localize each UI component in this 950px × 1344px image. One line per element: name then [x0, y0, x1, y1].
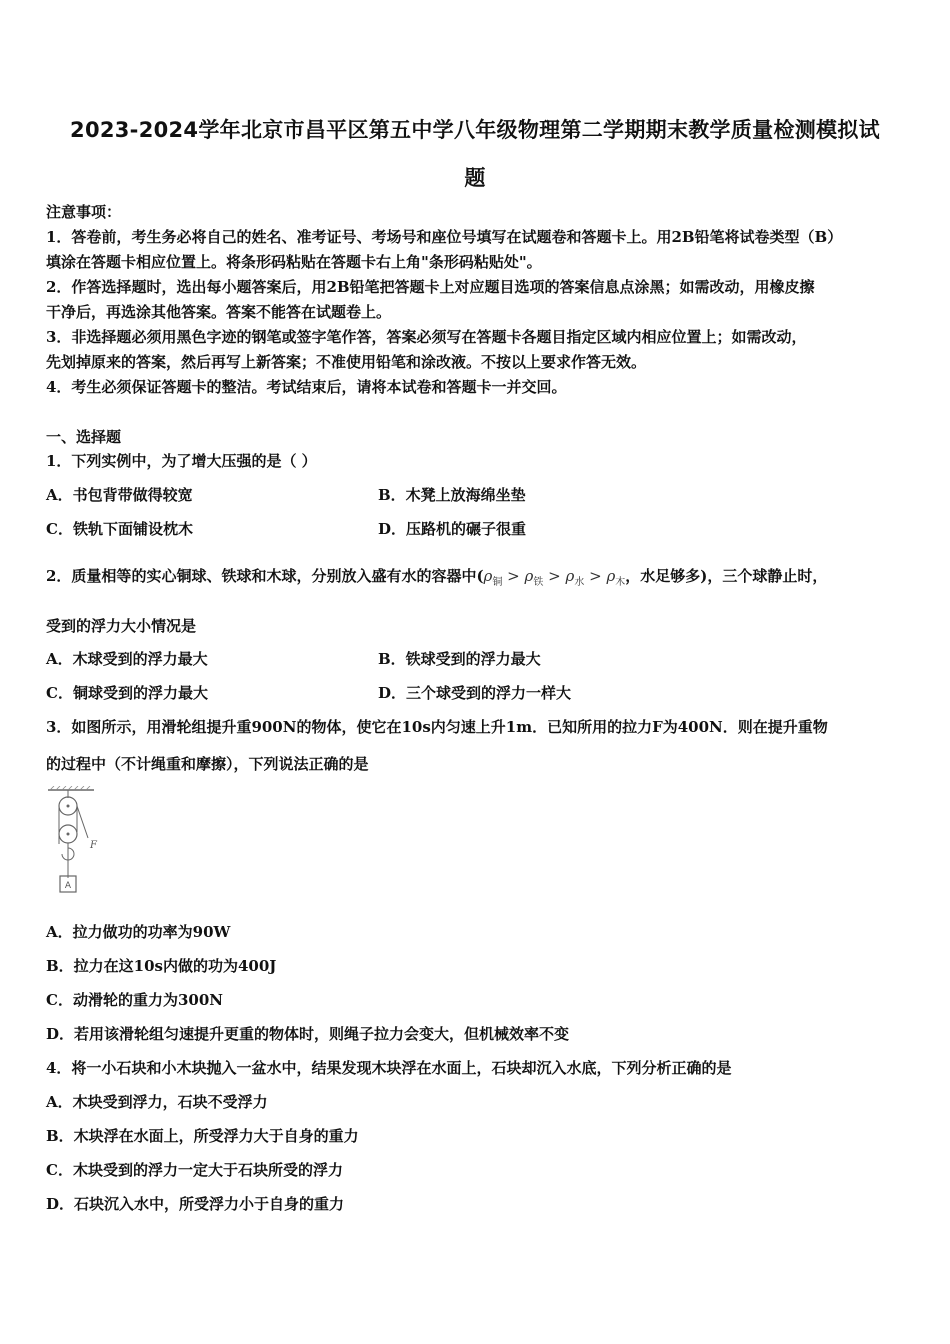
q1-option-c: C．铁轨下面铺设枕木: [46, 520, 193, 538]
pulley-system-figure: [46, 786, 106, 896]
subscript-water: 水: [574, 577, 585, 588]
q4-option-c: C．木块受到的浮力一定大于石块所受的浮力: [46, 1161, 343, 1179]
q3-option-a: A．拉力做功的功率为90W: [46, 923, 231, 941]
q2-option-c: C．铜球受到的浮力最大: [46, 684, 208, 702]
subscript-wood: 木: [615, 577, 626, 588]
notice-line: 干净后，再选涂其他答案。答案不能答在试题卷上。: [46, 303, 392, 321]
q2-stem-pre: 2．质量相等的实心铜球、铁球和木球，分别放入盛有水的容器中(: [46, 567, 484, 585]
rho-symbol: ρ: [524, 567, 534, 585]
question-2-stem: [46, 566, 906, 593]
notice-line: 2．作答选择题时，选出每小题答案后，用2B铅笔把答题卡上对应题目选项的答案信息点涂黑；如需改动，用橡皮擦: [46, 278, 815, 296]
section-heading: 一、选择题: [46, 428, 122, 446]
q2-option-b: B．铁球受到的浮力最大: [378, 650, 541, 668]
greater-than: >: [548, 567, 561, 585]
notice-line: 4．考生必须保证答题卡的整洁。考试结束后，请将本试卷和答题卡一并交回。: [46, 378, 567, 396]
notice-line: 3．非选择题必须用黑色字迹的钢笔或签字笔作答，答案必须写在答题卡各题目指定区域内相应位置上；如需改动，: [46, 328, 807, 346]
rho-symbol: ρ: [606, 567, 616, 585]
rho-symbol: ρ: [483, 567, 493, 585]
q1-option-d: D．压路机的碾子很重: [378, 520, 527, 538]
q3-option-b: B．拉力在这10s内做的功为400J: [46, 957, 277, 975]
density-inequality: [483, 567, 626, 588]
q4-option-d: D．石块沉入水中，所受浮力小于自身的重力: [46, 1195, 345, 1213]
block-label: A: [64, 881, 72, 891]
q3-option-c: C．动滑轮的重力为300N: [46, 991, 223, 1009]
question-1-stem: 1．下列实例中，为了增大压强的是（ ）: [46, 452, 317, 470]
q1-option-b: B．木凳上放海绵坐垫: [378, 486, 526, 504]
question-3-stem-line2: 的过程中（不计绳重和摩擦），下列说法正确的是: [46, 755, 369, 773]
q3-option-d: D．若用该滑轮组匀速提升更重的物体时，则绳子拉力会变大，但机械效率不变: [46, 1025, 570, 1043]
notice-line: 填涂在答题卡相应位置上。将条形码粘贴在答题卡右上角"条形码粘贴处"。: [46, 253, 542, 271]
exam-title-line1: 2023-2024学年北京市昌平区第五中学八年级物理第二学期期末教学质量检测模拟试: [70, 118, 880, 142]
subscript-copper: 铜: [492, 577, 503, 588]
pulley-diagram: [46, 786, 106, 896]
notice-line: 先划掉原来的答案，然后再写上新答案；不准使用铅笔和涂改液。不按以上要求作答无效。: [46, 353, 647, 371]
greater-than: >: [589, 567, 602, 585]
notice-line: 1．答卷前，考生务必将自己的姓名、准考证号、考场号和座位号填写在试题卷和答题卡上。用2B铅笔将试卷类型（B）: [46, 228, 843, 246]
q2-stem-post: ，水足够多)，三个球静止时，: [625, 567, 828, 585]
q2-option-d: D．三个球受到的浮力一样大: [378, 684, 572, 702]
q1-option-a: A．书包背带做得较宽: [46, 486, 193, 504]
subscript-iron: 铁: [533, 577, 544, 588]
q4-option-b: B．木块浮在水面上，所受浮力大于自身的重力: [46, 1127, 359, 1145]
q4-option-a: A．木块受到浮力，石块不受浮力: [46, 1093, 268, 1111]
exam-title-line2: 题: [464, 166, 486, 190]
notice-heading: 注意事项：: [46, 203, 122, 221]
question-3-stem-line1: 3．如图所示，用滑轮组提升重900N的物体，使它在10s内匀速上升1m．已知所用的拉力F为400N．则在提升重物: [46, 718, 828, 736]
force-label: F: [90, 840, 97, 851]
rho-symbol: ρ: [565, 567, 575, 585]
question-2-stem-line2: 受到的浮力大小情况是: [46, 617, 197, 635]
greater-than: >: [507, 567, 520, 585]
question-4-stem: 4．将一小石块和小木块抛入一盆水中，结果发现木块浮在水面上，石块却沉入水底，下列分析正确的是: [46, 1059, 732, 1077]
q2-option-a: A．木球受到的浮力最大: [46, 650, 208, 668]
